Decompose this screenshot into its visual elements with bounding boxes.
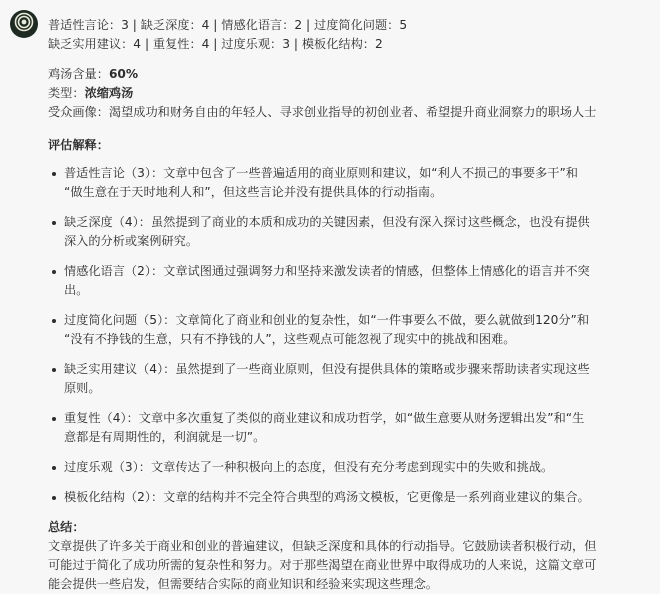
list-item-line: 缺乏实用建议（4）：虽然提到了一些商业原则，但没有提供具体的策略或步骤来帮助读者实现这些 [64,362,590,376]
list-item [48,360,648,398]
list-item-line: 缺乏深度（4）：虽然提到了商业的本质和成功的关键因素，但没有深入探讨这些概念，也没有提供 [64,215,590,229]
audience-line: 受众画像：渴望成功和财务自由的年轻人、寻求创业指导的初创业者、希望提升商业洞察力的职场人士 [48,105,597,119]
list-item-line: “没有不挣钱的生意，只有不挣钱的人”，这些观点可能忽视了现实中的挑战和困难。 [64,332,516,346]
list-item-line: 意都是有周期性的，利润就是一切”。 [64,430,266,444]
soup-content [48,65,648,84]
conclusion-title: 总结： [48,520,85,534]
openai-swirl-icon [14,12,34,36]
list-item-line: “做生意在于天时地利人和”，但这些言论并没有提供具体的行动指南。 [64,185,443,199]
list-item-line: 深入的分析或案例研究。 [64,234,199,248]
list-item [48,409,648,447]
list-item [48,262,648,300]
conclusion-line-1: 文章提供了许多关于商业和创业的普遍建议，但缺乏深度和具体的行动指导。它鼓励读者积极行动，但 [48,539,597,553]
avatar [10,10,38,38]
type-line [48,84,648,103]
soup-value: 60% [108,67,139,81]
list-item-line: 出。 [64,283,89,297]
list-item-line: 普适性言论（3）：文章中包含了一些普遍适用的商业原则和建议，如“利人不损己的事要多干”和 [64,166,578,180]
list-item-line: 情感化语言（2）：文章试图通过强调努力和坚持来激发读者的情感，但整体上情感化的语言并不突 [64,264,590,278]
list-item-line: 过度简化问题（5）：文章简化了商业和创业的复杂性，如“一件事要么不做，要么就做到120分”和 [64,313,590,327]
assistant-message [48,16,648,594]
type-label: 类型： [48,86,85,100]
list-item [48,458,648,477]
evaluation-list [48,164,648,507]
list-item [48,164,648,202]
list-item [48,213,648,251]
type-value: 浓缩鸡汤 [84,86,134,100]
list-item-line: 原则。 [64,381,101,395]
conclusion-line-3: 能会提供一些启发，但需要结合实际的商业知识和经验来实现这些理念。 [48,577,438,591]
list-item-line: 重复性（4）：文章中多次重复了类似的商业建议和成功哲学，如“做生意要从财务逻辑出发”和“生 [64,411,585,425]
soup-label: 鸡汤含量： [48,67,109,81]
conclusion-line-2: 可能过于简化了成功所需的复杂性和努力。对于那些渴望在商业世界中取得成功的人来说，这篇文章可 [48,558,597,572]
score-line-2: 缺乏实用建议：4 | 重复性：4 | 过度乐观：3 | 模板化结构：2 [48,37,383,51]
list-item [48,488,648,507]
list-item-line: 模板化结构（2）：文章的结构并不完全符合典型的鸡汤文模板，它更像是一系列商业建议的集合。 [64,490,590,504]
evaluation-title: 评估解释： [48,138,109,152]
list-item [48,311,648,349]
list-item-line: 过度乐观（3）：文章传达了一种积极向上的态度，但没有充分考虑到现实中的失败和挑战。 [64,460,554,474]
score-line-1: 普适性言论：3 | 缺乏深度：4 | 情感化语言：2 | 过度简化问题：5 [48,18,408,32]
